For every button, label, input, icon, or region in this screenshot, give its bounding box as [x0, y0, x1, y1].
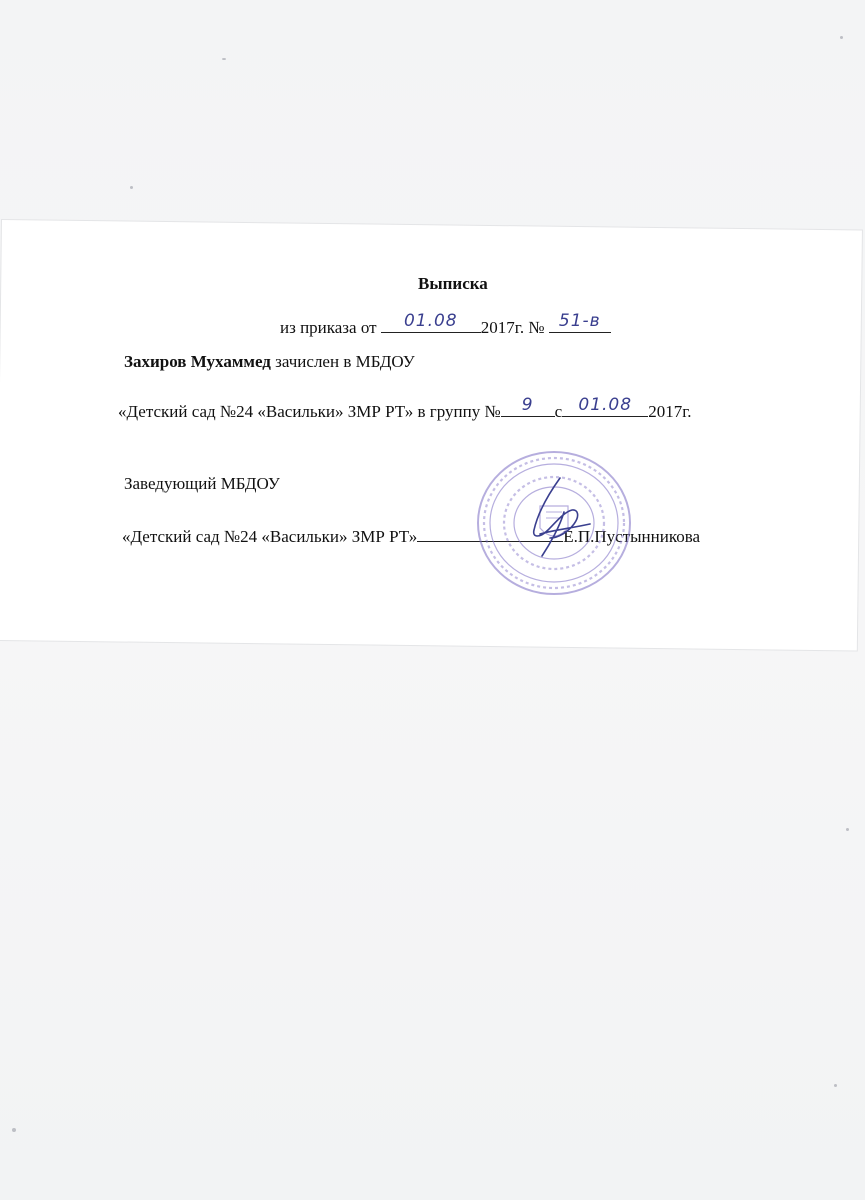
from-date-handwritten: 01.08 — [578, 395, 633, 415]
signature-icon — [520, 472, 600, 562]
head-name: Е.П.Пустынникова — [563, 527, 701, 546]
scan-speck — [12, 1128, 16, 1132]
head-org: «Детский сад №24 «Васильки» ЗМР РТ» — [122, 527, 418, 546]
enrollment-line — [124, 352, 415, 372]
scan-speck — [222, 58, 226, 60]
group-number-handwritten: 9 — [521, 395, 534, 415]
order-year: 2017г. № — [480, 318, 545, 337]
order-date-field — [381, 311, 481, 333]
from-label: с — [554, 402, 563, 421]
from-year: 2017г. — [648, 402, 692, 421]
group-line — [118, 395, 692, 422]
scan-speck — [846, 828, 849, 831]
scan-speck — [840, 36, 843, 39]
from-date-field — [562, 395, 648, 417]
order-number-handwritten: 51-в — [558, 311, 601, 331]
order-line — [280, 311, 611, 338]
enrolled-text: зачислен в МБДОУ — [270, 352, 415, 371]
document-title: Выписка — [418, 274, 488, 293]
kindergarten-prefix: «Детский сад №24 «Васильки» ЗМР РТ» в группу № — [118, 402, 501, 421]
order-prefix: из приказа от — [280, 318, 377, 337]
order-number-field — [549, 311, 611, 333]
scan-speck — [130, 186, 133, 189]
scan-speck — [834, 1084, 837, 1087]
child-name: Захиров Мухаммед — [124, 352, 271, 371]
head-title: Заведующий МБДОУ — [124, 474, 280, 493]
group-number-field — [501, 395, 555, 417]
order-date-handwritten: 01.08 — [403, 311, 458, 331]
